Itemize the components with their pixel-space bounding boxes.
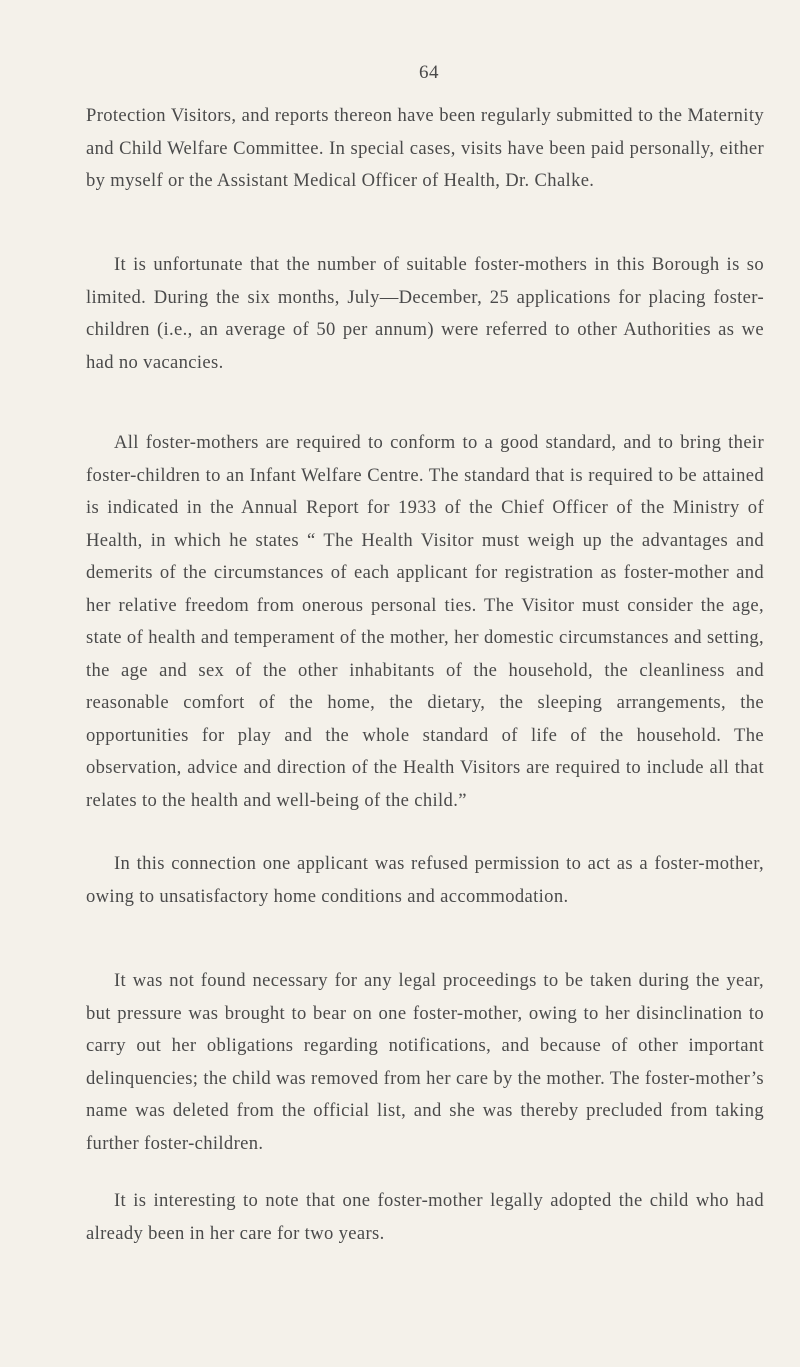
- paragraph-4: In this connection one applicant was refused permission to act as a foster-mother, owing to unsatisfactory home conditions and accommodation.: [86, 853, 764, 907]
- paragraph-6: It is interesting to note that one foster-mother legally adopted the child who had already been in her care for two years.: [86, 1190, 764, 1244]
- paragraph-3: All foster-mothers are required to conform to a good standard, and to bring their foster-children to an Infant Welfare Centre. The standard that is required to be attained is indicated in the Annual Report for 1933 of the Chief Officer of the Ministry of Health, in which he states “ The Health Visitor must weigh up the advantages and demerits of the circumstances of each applicant for registration as foster-mother and her relative freedom from onerous personal ties. The Visitor must consider the age, state of health and temperament of the mother, her domestic circumstances and setting, the age and sex of the other inhabitants of the household, the cleanliness and reasonable comfort of the home, the dietary, the sleeping arrangements, the opportunities for play and the whole standard of life of the household. The observation, advice and direction of the Health Visitors are required to include all that relates to the health and well-being of the child.”: [86, 432, 764, 811]
- paragraph-1: Protection Visitors, and reports thereon have been regularly submitted to the Maternity and Child Welfare Committee. In special cases, visits have been paid personally, either by myself or the Assistant Medical Officer of Health, Dr. Chalke.: [86, 105, 764, 191]
- paragraph-5: It was not found necessary for any legal proceedings to be taken during the year, but pressure was brought to bear on one foster-mother, owing to her disinclination to carry out her obligations regarding notifications, and because of other important delinquencies; the child was removed from her care by the mother. The foster-mother’s name was deleted from the official list, and she was thereby precluded from taking further foster-children.: [86, 970, 764, 1154]
- paragraph-2: It is unfortunate that the number of suitable foster-mothers in this Borough is so limited. During the six months, July—December, 25 applications for placing foster-children (i.e., an average of 50 per annum) were referred to other Authorities as we had no vacancies.: [86, 254, 764, 373]
- page-number: 64: [419, 62, 439, 83]
